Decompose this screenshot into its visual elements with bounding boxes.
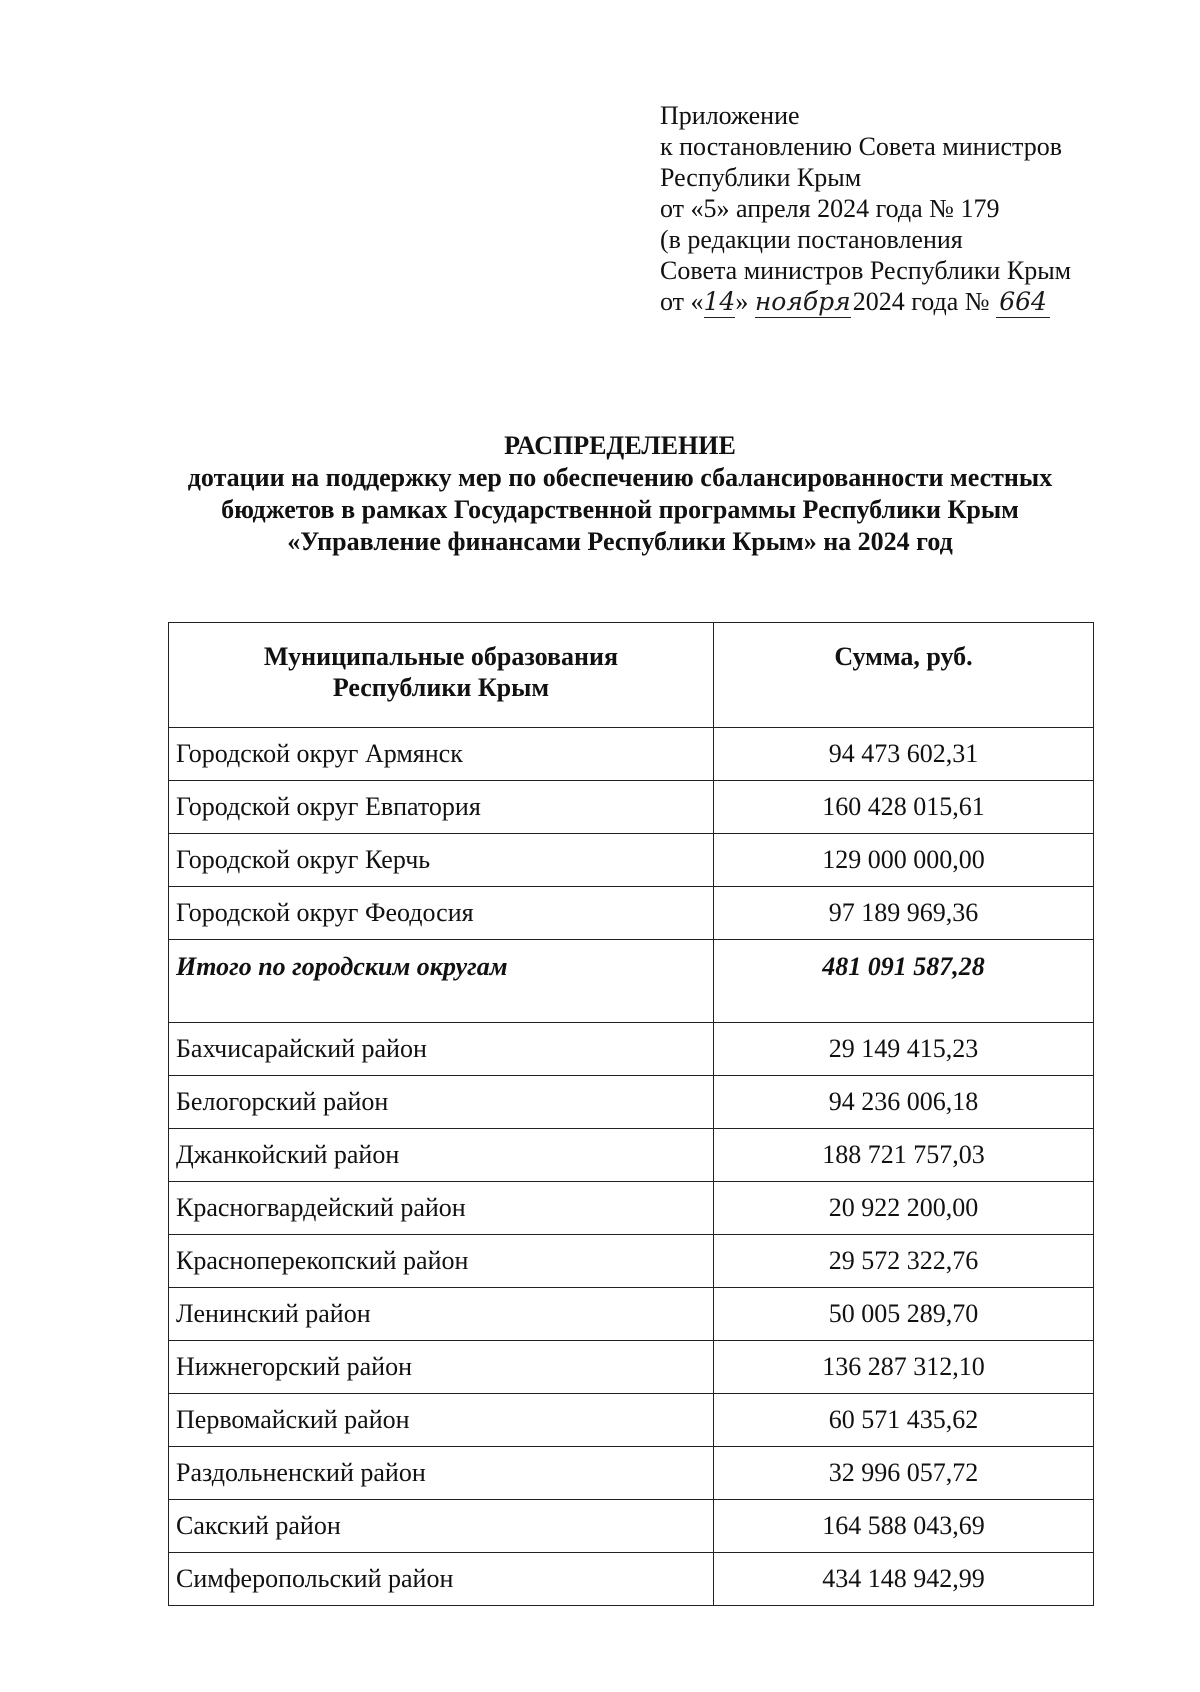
amount-cell: 60 571 435,62 <box>714 1394 1094 1447</box>
table-row <box>169 1129 1094 1182</box>
amount-cell: 29 572 322,76 <box>714 1235 1094 1288</box>
municipality-cell: Городской округ Евпатория <box>169 781 714 834</box>
handwritten-month: ноября <box>754 287 851 316</box>
amount-cell: 97 189 969,36 <box>714 887 1094 940</box>
amount-cell: 136 287 312,10 <box>714 1341 1094 1394</box>
handwritten-number: 664 <box>996 286 1050 318</box>
table-row <box>169 1023 1094 1076</box>
municipality-cell: Симферопольский район <box>169 1553 714 1606</box>
appendix-line: (в редакции постановления <box>660 225 963 254</box>
municipality-cell: Городской округ Армянск <box>169 728 714 781</box>
table-row <box>169 1076 1094 1129</box>
table-row <box>169 1288 1094 1341</box>
municipality-cell: Красногвардейский район <box>169 1182 714 1235</box>
heading-line: дотации на поддержку мер по обеспечению сбалансированности местных <box>187 463 1053 492</box>
distribution-table <box>168 622 1094 1606</box>
heading-line: бюджетов в рамках Государственной программы Республики Крым <box>221 495 1019 524</box>
appendix-line: Приложение <box>660 101 800 130</box>
amount-cell: 29 149 415,23 <box>714 1023 1094 1076</box>
amount-column-header: Сумма, руб. <box>714 623 1094 728</box>
appendix-line: от «5» апреля 2024 года № 179 <box>660 194 1000 223</box>
table-row <box>169 834 1094 887</box>
table-row <box>169 1341 1094 1394</box>
municipality-column-header <box>169 623 714 728</box>
table-header-row <box>169 623 1094 728</box>
subtotal-row <box>169 940 1094 1023</box>
table-row <box>169 1394 1094 1447</box>
municipality-cell: Первомайский район <box>169 1394 714 1447</box>
municipality-cell: Сакский район <box>169 1500 714 1553</box>
subtotal-label-cell: Итого по городским округам <box>169 940 714 1023</box>
appendix-line: Республики Крым <box>660 163 862 192</box>
appendix-line: к постановлению Совета министров <box>660 132 1062 161</box>
document-title: РАСПРЕДЕЛЕНИЕ <box>504 431 736 460</box>
table-row <box>169 1447 1094 1500</box>
municipality-cell: Бахчисарайский район <box>169 1023 714 1076</box>
header-line: Республики Крым <box>332 673 550 702</box>
municipality-cell: Нижнегорский район <box>169 1341 714 1394</box>
table-row <box>169 1235 1094 1288</box>
amount-cell: 164 588 043,69 <box>714 1500 1094 1553</box>
table-row <box>169 1553 1094 1606</box>
table-row <box>169 887 1094 940</box>
document-heading <box>130 430 1110 558</box>
municipality-cell: Ленинский район <box>169 1288 714 1341</box>
table-row <box>169 1500 1094 1553</box>
amount-cell: 50 005 289,70 <box>714 1288 1094 1341</box>
amount-cell: 20 922 200,00 <box>714 1182 1094 1235</box>
date-prefix-open: от « <box>660 287 704 316</box>
municipality-cell: Джанкойский район <box>169 1129 714 1182</box>
municipality-cell: Красноперекопский район <box>169 1235 714 1288</box>
amount-cell: 94 236 006,18 <box>714 1076 1094 1129</box>
amount-cell: 188 721 757,03 <box>714 1129 1094 1182</box>
subtotal-amount-cell: 481 091 587,28 <box>714 940 1094 1023</box>
date-prefix-close: » <box>735 287 749 316</box>
year-text: 2024 года № <box>852 287 990 316</box>
amount-cell: 94 473 602,31 <box>714 728 1094 781</box>
heading-line: «Управление финансами Республики Крым» на 2024 год <box>287 527 953 556</box>
table-row <box>169 728 1094 781</box>
municipality-cell: Раздольненский район <box>169 1447 714 1500</box>
amount-cell: 32 996 057,72 <box>714 1447 1094 1500</box>
table-row <box>169 781 1094 834</box>
table-row <box>169 1182 1094 1235</box>
handwritten-day: 14 <box>703 287 736 316</box>
amendment-date-line <box>660 286 1071 318</box>
amount-cell: 434 148 942,99 <box>714 1553 1094 1606</box>
appendix-block <box>660 100 1071 318</box>
appendix-line: Совета министров Республики Крым <box>660 256 1072 285</box>
municipality-cell: Городской округ Феодосия <box>169 887 714 940</box>
header-line: Муниципальные образования <box>263 642 619 671</box>
municipality-cell: Городской округ Керчь <box>169 834 714 887</box>
municipality-cell: Белогорский район <box>169 1076 714 1129</box>
amount-cell: 129 000 000,00 <box>714 834 1094 887</box>
amount-cell: 160 428 015,61 <box>714 781 1094 834</box>
